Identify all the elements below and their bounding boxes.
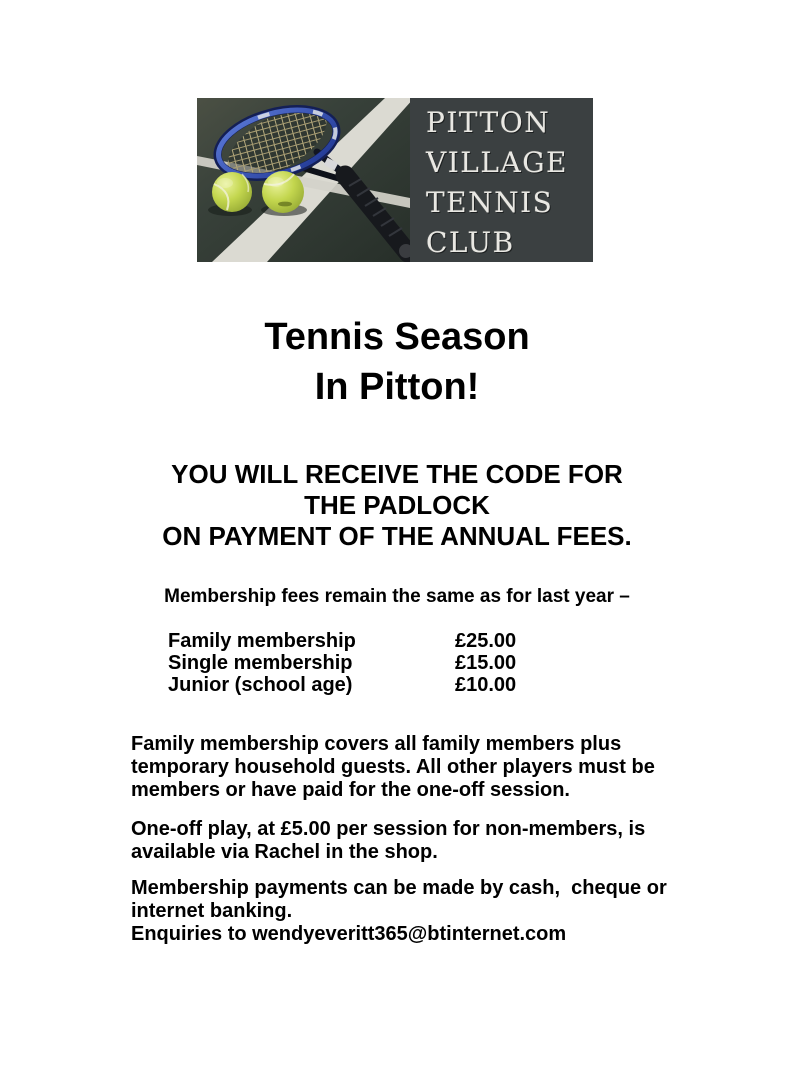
paragraph-line: Membership payments can be made by cash, cheque or <box>131 877 667 899</box>
paragraph-line: temporary household guests. All other players must be <box>131 756 655 778</box>
fees-intro: Membership fees remain the same as for last year – <box>164 586 630 607</box>
tennis-court-photo <box>197 98 410 262</box>
fees-table <box>168 630 516 696</box>
paragraph-line: One-off play, at £5.00 per session for non-members, is <box>131 818 646 840</box>
fee-row-family <box>168 630 516 652</box>
notice-line-3: ON PAYMENT OF THE ANNUAL FEES. <box>162 521 632 551</box>
title-line-1: Tennis Season <box>264 316 530 358</box>
tennis-ball-icon <box>212 172 252 212</box>
club-banner <box>197 98 593 262</box>
fee-price: £15.00 <box>455 652 517 674</box>
page-title <box>0 312 794 412</box>
club-name-line-4: CLUB <box>426 226 515 259</box>
paragraph-line: members or have paid for the one-off session. <box>131 779 570 801</box>
fee-price: £25.00 <box>455 630 517 652</box>
enquiries-email-line: Enquiries to wendyeveritt365@btinternet.com <box>131 923 567 945</box>
club-name-line-2: VILLAGE <box>426 146 568 179</box>
fee-price: £10.00 <box>455 674 517 696</box>
padlock-notice <box>0 459 794 552</box>
club-name-line-3: TENNIS <box>426 186 554 219</box>
fee-row-single <box>168 652 516 674</box>
notice-line-2: THE PADLOCK <box>304 490 490 520</box>
paragraph-line: available via Rachel in the shop. <box>131 841 438 863</box>
paragraph-line: internet banking. <box>131 900 293 922</box>
payments-paragraph <box>131 877 691 946</box>
fee-label: Junior (school age) <box>168 674 353 696</box>
fee-label: Family membership <box>168 630 356 652</box>
family-membership-paragraph <box>131 733 691 802</box>
paragraph-line: Family membership covers all family members plus <box>131 733 622 755</box>
tennis-ball-icon <box>262 171 304 213</box>
fee-row-junior <box>168 674 516 696</box>
club-name-panel <box>410 98 593 262</box>
club-name-line-1: PITTON <box>426 106 551 139</box>
fee-label: Single membership <box>168 652 353 674</box>
notice-line-1: YOU WILL RECEIVE THE CODE FOR <box>171 459 623 489</box>
one-off-play-paragraph <box>131 818 691 864</box>
title-line-2: In Pitton! <box>314 366 480 408</box>
